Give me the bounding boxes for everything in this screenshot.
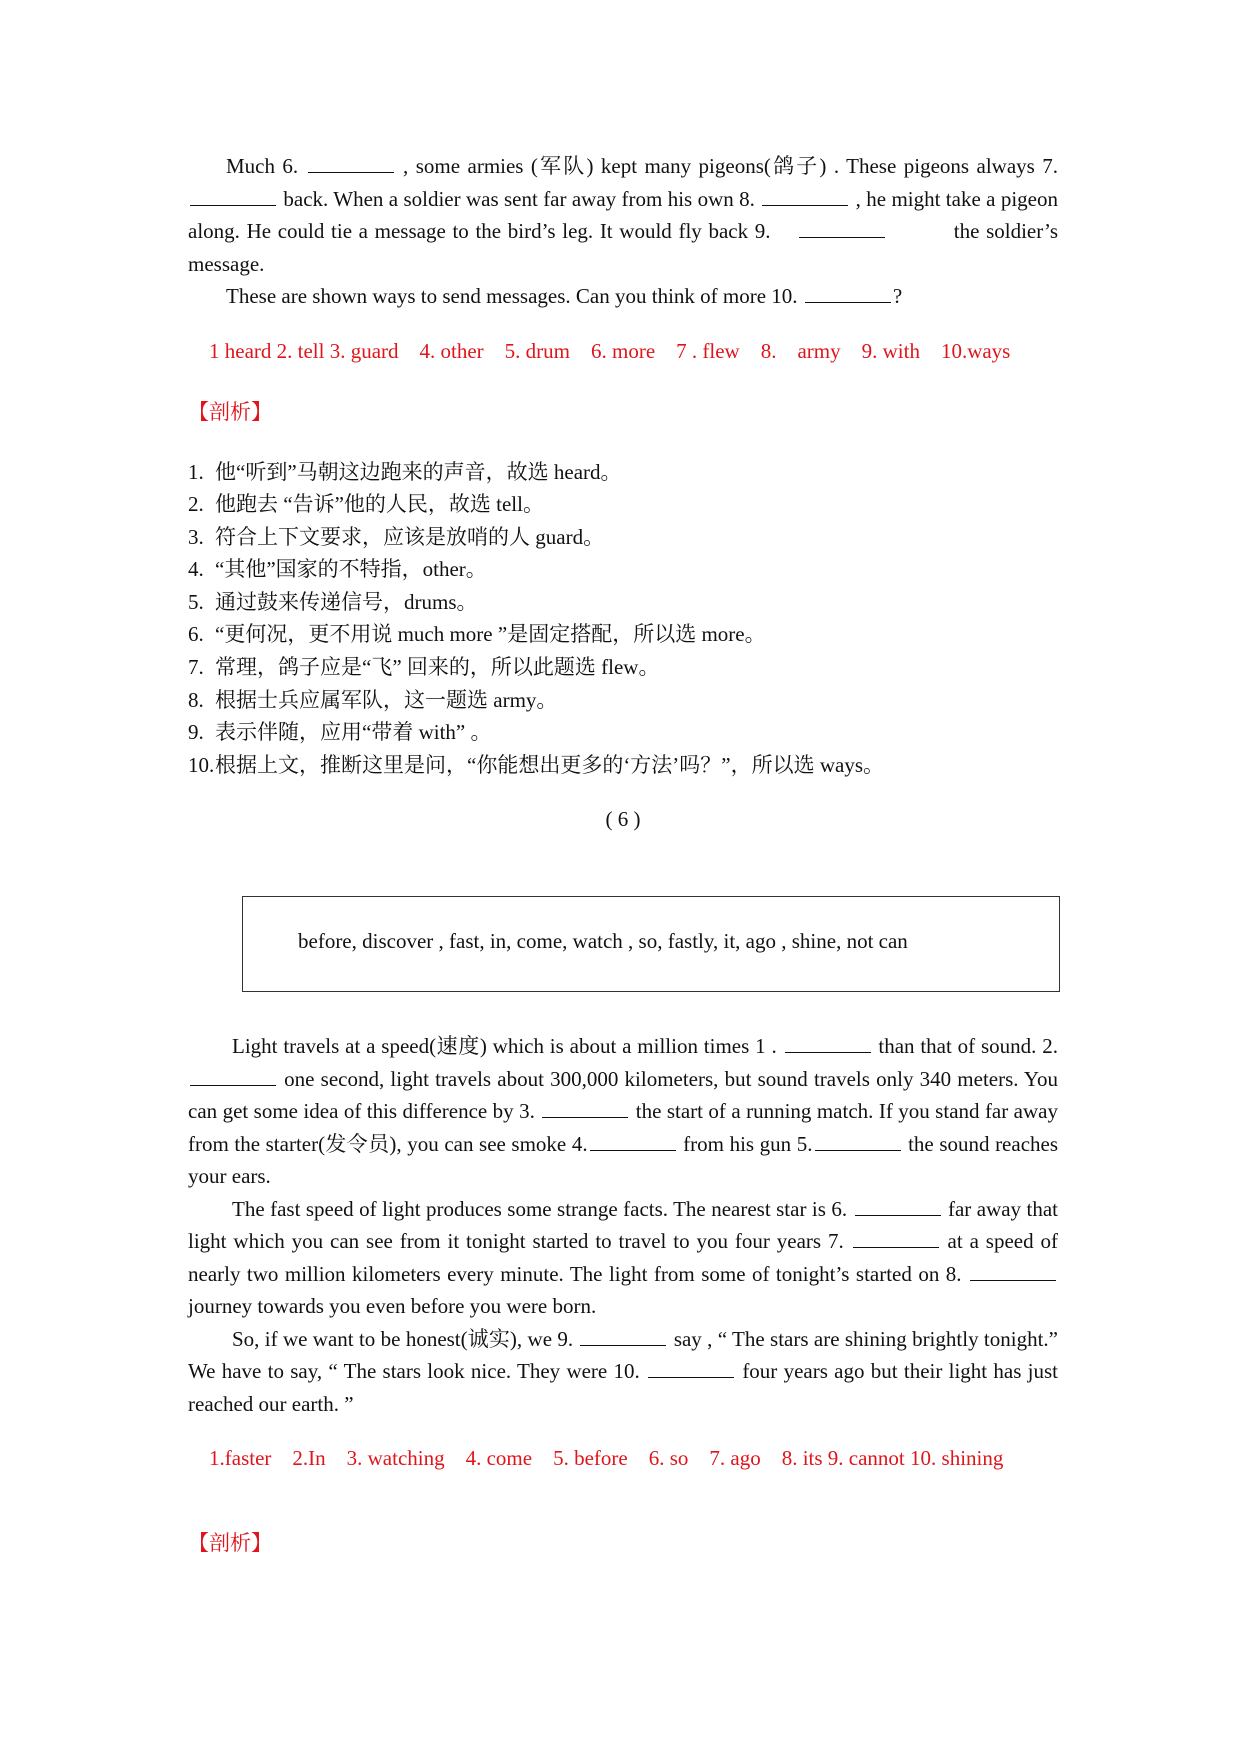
analysis-heading-2: 【剖析】 xyxy=(188,1531,272,1555)
text: far away that light which you can see from it tonight started to travel to you four years 7. xyxy=(188,1196,1058,1253)
answer-blank-8 xyxy=(970,1258,1056,1281)
text: journey towards you even before you were born. xyxy=(188,1294,597,1318)
list-item xyxy=(188,553,1058,586)
passage5-paragraph-2 xyxy=(188,280,1058,313)
item-number: 3. xyxy=(188,524,204,549)
analysis-heading: 【剖析】 xyxy=(188,399,272,424)
item-number: 6. xyxy=(188,622,204,647)
item-number: 8. xyxy=(188,687,204,712)
list-item xyxy=(188,586,1058,619)
item-text: 根据上文，推断这里是问，“你能想出更多的‘方法’吗？”，所以选 ways。 xyxy=(215,752,885,777)
item-number: 10. xyxy=(188,752,215,777)
answer-key-5: 1 heard 2. tell 3. guard 4. other 5. drum 6. more 7 . flew 8. army 9. with 10.ways xyxy=(209,338,1011,363)
answer-blank-5 xyxy=(815,1128,901,1151)
item-text: 符合上下文要求，应该是放哨的人 guard。 xyxy=(215,524,605,549)
text: than that of sound. 2. xyxy=(872,1034,1058,1058)
word-bank-text: before, discover , fast, in, come, watch , so, fastly, it, ago , shine, not can xyxy=(298,929,908,953)
answer-blank-6 xyxy=(855,1193,941,1216)
passage6-paragraph-1 xyxy=(188,1030,1058,1193)
answer-key-6: 1.faster 2.In 3. watching 4. come 5. before 6. so 7. ago 8. its 9. cannot 10. shining xyxy=(209,1446,1004,1470)
text: ? xyxy=(892,284,903,308)
item-text: 根据士兵应属军队，这一题选 army。 xyxy=(215,687,558,712)
passage6-block xyxy=(188,1030,1058,1557)
item-number: 9. xyxy=(188,720,204,745)
text: the soldier’s message. xyxy=(188,219,1059,276)
list-item xyxy=(188,651,1058,684)
word-bank-box xyxy=(242,896,1060,992)
answer-blank-7 xyxy=(190,183,276,206)
text: So, if we want to be honest(诚实), we 9. xyxy=(232,1326,579,1351)
item-text: 常理，鸽子应是“飞” 回来的，所以此题选 flew。 xyxy=(215,655,660,680)
item-number: 1. xyxy=(188,459,204,484)
list-item xyxy=(188,618,1058,651)
text: The fast speed of light produces some strange facts. The nearest star is 6. xyxy=(232,1196,853,1221)
item-text: 他“听到”马朝这边跑来的声音，故选 heard。 xyxy=(215,459,622,484)
item-number: 2. xyxy=(188,492,204,517)
answer-blank-1 xyxy=(785,1030,871,1053)
list-item xyxy=(188,749,1058,782)
answer-blank-6 xyxy=(308,150,394,173)
answer-blank-2 xyxy=(190,1063,276,1086)
list-item xyxy=(188,521,1058,554)
text: say , “ The stars are shining brightly tonight.” We have to say, “ The stars look nice. They were 10. xyxy=(188,1326,1058,1383)
answer-blank-9 xyxy=(799,215,885,238)
text: four years ago but their light has just reached our earth. ” xyxy=(188,1359,1058,1416)
list-item xyxy=(188,684,1058,717)
passage5-paragraph-1 xyxy=(188,150,1058,280)
text: the start of a running match. If you stand far away from the starter(发令员), you can see smoke 4. xyxy=(188,1099,1058,1156)
text: back. When a soldier was sent far away from his own 8. xyxy=(278,186,761,211)
passage6-paragraph-2 xyxy=(188,1193,1058,1323)
text: one second, light travels about 300,000 kilometers, but sound travels only 340 meters. You can get some idea of this difference by 3. xyxy=(188,1066,1058,1123)
answer-blank-9 xyxy=(580,1323,666,1346)
answer-blank-10 xyxy=(648,1355,734,1378)
list-item xyxy=(188,488,1058,521)
item-text: 他跑去 “告诉”他的人民，故选 tell。 xyxy=(215,492,544,517)
text: , he might take a pigeon along. He could tie a message to the bird’s leg. It would fly back 9. xyxy=(188,186,1058,243)
item-text: 表示伴随，应用“带着 with” 。 xyxy=(215,720,492,745)
item-text: “更何况，更不用说 much more ”是固定搭配，所以选 more。 xyxy=(215,622,766,647)
list-item xyxy=(188,456,1058,489)
section-number: ( 6 ) xyxy=(605,807,641,832)
text: from his gun 5. xyxy=(677,1131,813,1156)
text: , some armies (军队) kept many pigeons(鸽子) . These pigeons always 7. xyxy=(395,154,1058,178)
answer-blank-7 xyxy=(853,1225,939,1248)
answer-blank-8 xyxy=(762,183,848,206)
text: Light travels at a speed(速度) which is about a million times 1 . xyxy=(232,1034,783,1058)
list-item xyxy=(188,716,1058,749)
item-text: 通过鼓来传递信号，drums。 xyxy=(215,589,478,614)
item-number: 4. xyxy=(188,557,204,582)
text: the sound reaches your ears. xyxy=(188,1131,1059,1188)
item-number: 5. xyxy=(188,589,204,614)
answer-blank-4 xyxy=(590,1128,676,1151)
passage6-paragraph-3 xyxy=(188,1323,1058,1421)
document-page xyxy=(188,150,1058,832)
answer-blank-10 xyxy=(805,280,891,303)
analysis-list-5 xyxy=(188,456,1058,782)
item-text: “其他”国家的不特指，other。 xyxy=(215,557,487,582)
text: These are shown ways to send messages. Can you think of more 10. xyxy=(226,284,803,308)
text: at a speed of nearly two million kilometers every minute. The light from some of tonight’s started on 8. xyxy=(188,1229,1058,1286)
answer-blank-3 xyxy=(542,1095,628,1118)
text: Much 6. xyxy=(226,154,306,178)
item-number: 7. xyxy=(188,655,204,680)
